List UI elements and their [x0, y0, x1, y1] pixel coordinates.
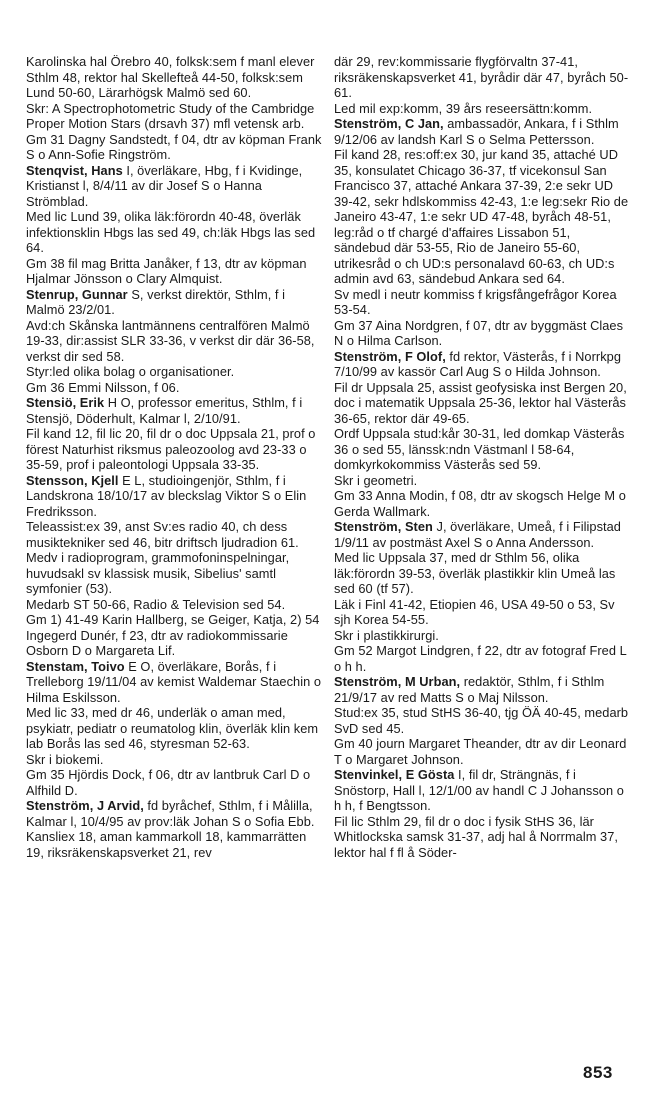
entry-text: Styr:led olika bolag o organisationer.: [26, 364, 235, 379]
entry-text: E O, överläkare, Borås, f i Trelleborg 19/11/04 av kemist Waldemar Staechin o Hilma Eskilsson.: [26, 658, 322, 705]
text-paragraph: [26, 597, 322, 613]
entry-name: Stenström, J Arvid,: [26, 798, 144, 813]
text-paragraph: [334, 628, 630, 644]
entry-name: Stenström, C Jan,: [334, 116, 444, 131]
text-paragraph: [334, 643, 630, 674]
entry-text: Gm 38 fil mag Britta Janåker, f 13, dtr av köpman Hjalmar Jönsson o Clary Almquist.: [26, 255, 307, 286]
entry-name: Stensiö, Erik: [26, 395, 105, 410]
entry-name: Stenström, M Urban,: [334, 674, 461, 689]
entry-name: Stenström, Sten: [334, 519, 433, 534]
entry-text: Med lic Lund 39, olika läk:förordn 40-48, överläk infektionsklin Hbgs las sed 49, ch:läk Hbgs las sed 64.: [26, 209, 316, 255]
text-paragraph: [334, 473, 630, 489]
entry-text: Med lic Uppsala 37, med dr Sthlm 56, olika läk:förordn 39-53, överläk plastikkir klin Umeå las sed 60 (tf 57).: [334, 550, 616, 596]
entry-text: Läk i Finl 41-42, Etiopien 46, USA 49-50 o 53, Sv sjh Korea 54-55.: [334, 596, 615, 627]
entry-text: ambassadör, Ankara, f i Sthlm 9/12/06 av landsh Karl S o Selma Pettersson.: [334, 116, 619, 147]
text-paragraph: [26, 256, 322, 287]
entry-paragraph: [26, 659, 322, 706]
text-paragraph: [26, 380, 322, 396]
entry-paragraph: [26, 287, 322, 318]
entry-text: Fil kand 28, res:off:ex 30, jur kand 35, attaché UD 35, konsulatet Chicago 36-37, tf vicekonsul San Francisco 37, attaché Ankara 37-39, 2:e sekr UD 39-42, sekr hdlskommiss 42-43, 1:e leg:sekr Rio de Janeiro 43-47, 1:e sekr UD 47-48, byråch 48-51, leg:råd o tf chargé d'affaires Lissabon 51, sändebud där 53-55, Rio de Janeiro 55-60, utrikesråd o ch UD:s personalavd 60-63, ch UD:s admin avd 63, sändebud Ankara sed 64.: [334, 147, 629, 286]
entry-name: Stenström, F Olof,: [334, 348, 446, 364]
entry-text: Kansliex 18, aman kammarkoll 18, kammarrätten 19, riksräkenskapsverket 21, rev: [26, 829, 307, 860]
entry-text: E L, studioingenjör, Sthlm, f i Landskrona 18/10/17 av bleckslag Viktor S o Elin Fredriksson.: [26, 472, 307, 519]
entry-text: Gm 1) 41-49 Karin Hallberg, se Geiger, Katja, 2) 54 Ingegerd Dunér, f 23, dtr av radiokommissarie Osborn D o Margareta Lif.: [26, 612, 320, 658]
entry-text: Gm 52 Margot Lindgren, f 22, dtr av fotograf Fred L o h h.: [334, 643, 627, 674]
text-paragraph: [334, 101, 630, 117]
text-paragraph: [334, 597, 630, 628]
entry-name: Stenqvist, Hans: [26, 162, 123, 178]
text-paragraph: [334, 705, 630, 736]
entry-text: Medv i radioprogram, grammofoninspelningar, huvudsakl sv klassisk musik, Sibelius' samtl symfonier (53).: [26, 550, 290, 596]
text-paragraph: [26, 550, 322, 597]
text-paragraph: [334, 550, 630, 597]
entry-text: S, verkst direktör, Sthlm, f i Malmö 23/2/01.: [26, 286, 286, 317]
entry-text: redaktör, Sthlm, f i Sthlm 21/9/17 av red Matts S o Maj Nilsson.: [334, 674, 605, 705]
text-paragraph: [26, 752, 322, 768]
entry-text: Gm 31 Dagny Sandstedt, f 04, dtr av köpman Frank S o Ann-Sofie Ringström.: [26, 131, 322, 162]
entry-text: där 29, rev:kommissarie flygförvaltn 37-41, riksräkenskapsverket 41, byrådir där 47, byråch 50-61.: [334, 54, 629, 100]
entry-text: fd rektor, Västerås, f i Norrkpg 7/10/99 av kassör Carl Aug S o Hilda Johnson.: [334, 348, 621, 379]
entry-paragraph: [334, 767, 630, 814]
left-column: [26, 54, 322, 860]
entry-text: H O, professor emeritus, Sthlm, f i Stensjö, Döderhult, Kalmar l, 2/10/91.: [26, 395, 303, 426]
entry-text: Gm 36 Emmi Nilsson, f 06.: [26, 379, 180, 395]
entry-text: Led mil exp:komm, 39 års reseersättn:komm.: [334, 100, 593, 116]
entry-paragraph: [334, 674, 630, 705]
entry-paragraph: [334, 116, 630, 147]
entry-text: Medarb ST 50-66, Radio & Television sed 54.: [26, 596, 286, 612]
entry-text: Karolinska hal Örebro 40, folksk:sem f manl elever Sthlm 48, rektor hal Skellefteå 44-50, folksk:sem Lund 50-60, Lärarhögsk Malmö sed 60.: [26, 54, 315, 100]
text-paragraph: [334, 318, 630, 349]
text-paragraph: [26, 426, 322, 473]
text-paragraph: [26, 101, 322, 132]
entry-text: Stud:ex 35, stud StHS 36-40, tjg ÖÄ 40-45, medarb SvD sed 45.: [334, 705, 629, 736]
text-paragraph: [334, 814, 630, 861]
entry-paragraph: [334, 519, 630, 550]
entry-paragraph: [26, 163, 322, 210]
entry-text: Gm 37 Aina Nordgren, f 07, dtr av byggmäst Claes N o Hilma Carlson.: [334, 317, 624, 348]
text-paragraph: [26, 54, 322, 101]
entry-text: Teleassist:ex 39, anst Sv:es radio 40, ch dess musiktekniker sed 46, bitr driftsch ljudradion 61.: [26, 519, 299, 550]
text-paragraph: [334, 736, 630, 767]
entry-paragraph: [334, 349, 630, 380]
page-number: 853: [583, 1063, 613, 1082]
text-paragraph: [26, 767, 322, 798]
entry-text: Gm 40 journ Margaret Theander, dtr av dir Leonard T o Margaret Johnson.: [334, 736, 627, 767]
text-paragraph: [26, 364, 322, 380]
entry-text: Sv medl i neutr kommiss f krigsfångefrågor Korea 53-54.: [334, 286, 617, 317]
entry-paragraph: [26, 395, 322, 426]
text-paragraph: [26, 209, 322, 256]
text-paragraph: [334, 380, 630, 427]
entry-name: Stenrup, Gunnar: [26, 286, 128, 302]
text-paragraph: [334, 54, 630, 101]
entry-text: I, överläkare, Hbg, f i Kvidinge, Kristianst l, 8/4/11 av dir Josef S o Hanna Strömblad.: [26, 162, 303, 209]
text-paragraph: [26, 612, 322, 659]
entry-text: I, fil dr, Strängnäs, f i Snöstorp, Hall l, 12/1/00 av handl C J Johansson o h h, f Bengtsson.: [334, 767, 624, 813]
entry-text: Fil dr Uppsala 25, assist geofysiska inst Bergen 20, doc i matematik Uppsala 25-36, lektor hal Västerås 36-65, rektor där 49-65.: [334, 379, 627, 426]
entry-name: Stenstam, Toivo: [26, 658, 125, 674]
text-paragraph: [26, 705, 322, 752]
entry-text: Skr i plastikkirurgi.: [334, 627, 439, 643]
text-paragraph: [334, 426, 630, 473]
entry-name: Stenvinkel, E Gösta: [334, 767, 455, 782]
entry-text: Gm 35 Hjördis Dock, f 06, dtr av lantbruk Carl D o Alfhild D.: [26, 767, 311, 798]
text-paragraph: [26, 519, 322, 550]
entry-text: Ordf Uppsala stud:kår 30-31, led domkap Västerås 36 o sed 55, länssk:ndn Västmanl l 58-64, domkyrkokommiss Västerås sed 59.: [334, 426, 625, 472]
entry-paragraph: [26, 798, 322, 829]
entry-text: J, överläkare, Umeå, f i Filipstad 1/9/11 av postmäst Axel S o Anna Andersson.: [334, 519, 621, 550]
text-paragraph: [26, 829, 322, 860]
entry-text: Avd:ch Skånska lantmännens centralfören Malmö 19-33, dir:assist SLR 33-36, v verkst dir där 36-58, verkst dir sed 58.: [26, 317, 315, 364]
entry-text: fd byråchef, Sthlm, f i Målilla, Kalmar l, 10/4/95 av prov:läk Johan S o Sofia Ebb.: [26, 798, 315, 829]
entry-text: Fil lic Sthlm 29, fil dr o doc i fysik StHS 36, lär Whitlockska samsk 31-37, adj hal å Norrmalm 37, lektor hal f fl å Söder-: [334, 813, 618, 860]
text-paragraph: [334, 147, 630, 287]
entry-text: Fil kand 12, fil lic 20, fil dr o doc Uppsala 21, prof o förest Naturhist riksmus paleozoolog avd 23-33 o 35-59, prof i paleontologi Uppsala 33-35.: [26, 426, 316, 472]
entry-name: Stensson, Kjell: [26, 472, 119, 488]
entry-text: Skr: A Spectrophotometric Study of the Cambridge Proper Motion Stars (drsavh 37) mfl vetensk arb.: [26, 100, 315, 131]
text-paragraph: [26, 132, 322, 163]
entry-text: Skr i geometri.: [334, 472, 418, 488]
entry-text: Skr i biokemi.: [26, 751, 104, 767]
text-paragraph: [26, 318, 322, 365]
text-paragraph: [334, 488, 630, 519]
right-column: [334, 54, 630, 860]
entry-text: Med lic 33, med dr 46, underläk o aman med, psykiatr, pediatr o reumatolog klin, överläk klin kem lab Borås las sed 46, styresman 52-63.: [26, 705, 319, 751]
text-paragraph: [334, 287, 630, 318]
entry-text: Gm 33 Anna Modin, f 08, dtr av skogsch Helge M o Gerda Wallmark.: [334, 488, 626, 519]
entry-paragraph: [26, 473, 322, 520]
